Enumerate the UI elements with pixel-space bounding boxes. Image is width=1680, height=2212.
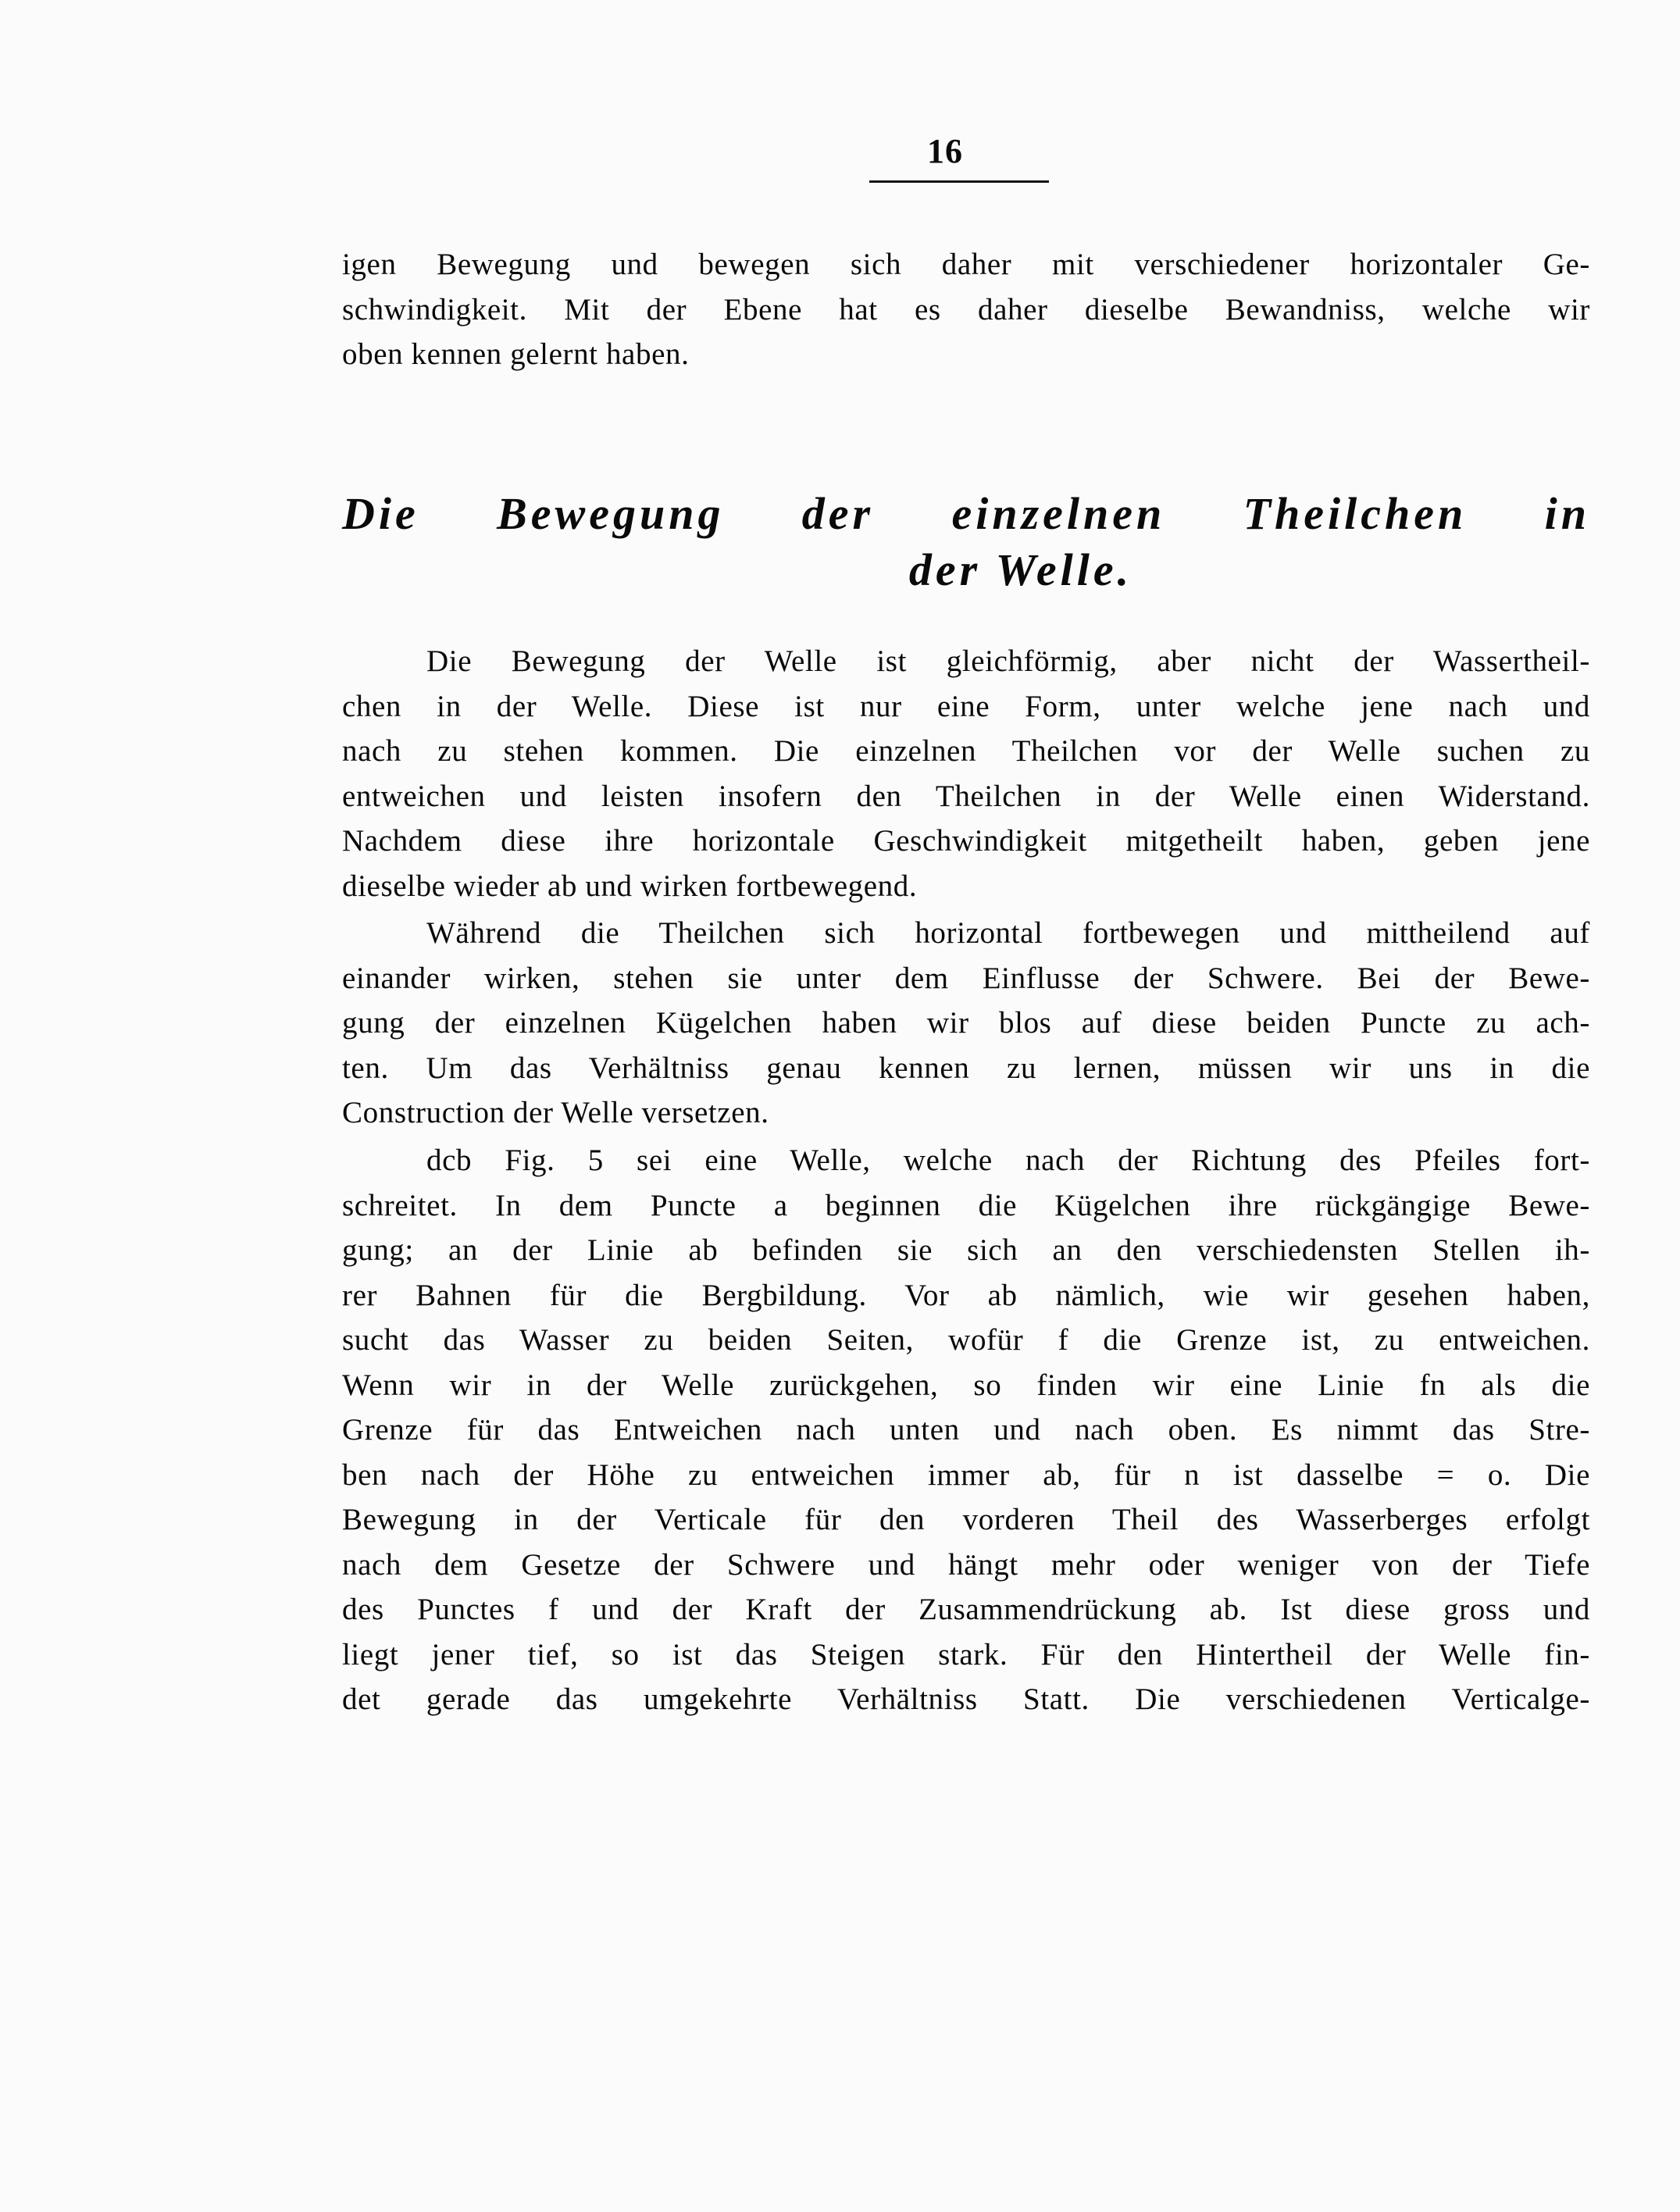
text-line: sucht das Wasser zu beiden Seiten, wofür f die Grenze ist, zu entweichen. [342, 1323, 1590, 1357]
text-line: Grenze für das Entweichen nach unten und nach oben. Es nimmt das Stre- [342, 1413, 1590, 1447]
text-line: ten. Um das Verhältniss genau kennen zu lernen, müssen wir uns in die [342, 1051, 1590, 1085]
text-line: Während die Theilchen sich horizontal fortbewegen und mittheilend auf [426, 916, 1590, 950]
text-line: chen in der Welle. Diese ist nur eine Form, unter welche jene nach und [342, 689, 1590, 723]
text-line: liegt jener tief, so ist das Steigen stark. Für den Hintertheil der Welle fin- [342, 1637, 1590, 1671]
text-line: Bewegung in der Verticale für den vorderen Theil des Wasserberges erfolgt [342, 1503, 1590, 1536]
text-line: Nachdem diese ihre horizontale Geschwindigkeit mitgetheilt haben, geben jene [342, 824, 1590, 858]
text-line: igen Bewegung und bewegen sich daher mit verschiedener horizontaler Ge- [342, 248, 1590, 281]
text-line: det gerade das umgekehrte Verhältniss Statt. Die verschiedenen Verticalge- [342, 1682, 1590, 1716]
paragraph-1 [342, 639, 1590, 908]
text-line: nach zu stehen kommen. Die einzelnen Theilchen vor der Welle suchen zu [342, 734, 1590, 768]
section-heading [342, 486, 1590, 598]
intro-paragraph [342, 242, 1590, 377]
text-line: dieselbe wieder ab und wirken fortbewegend. [342, 869, 918, 903]
text-line: oben kennen gelernt haben. [342, 337, 690, 371]
text-line: schreitet. In dem Puncte a beginnen die Kügelchen ihre rückgängige Bewe- [342, 1188, 1590, 1222]
text-line: schwindigkeit. Mit der Ebene hat es daher dieselbe Bewandniss, welche wir [342, 292, 1590, 326]
heading-line-2: der Welle. [908, 544, 1133, 595]
text-line: des Punctes f und der Kraft der Zusammendrückung ab. Ist diese gross und [342, 1593, 1590, 1626]
paragraph-3 [342, 1138, 1590, 1722]
text-line: nach dem Gesetze der Schwere und hängt mehr oder weniger von der Tiefe [342, 1547, 1590, 1582]
text-line: rer Bahnen für die Bergbildung. Vor ab nämlich, wie wir gesehen haben, [342, 1278, 1590, 1312]
text-line: ben nach der Höhe zu entweichen immer ab, für n ist dasselbe = o. Die [342, 1457, 1590, 1492]
text-line: einander wirken, stehen sie unter dem Einflusse der Schwere. Bei der Bewe- [342, 961, 1590, 995]
header-rule [869, 180, 1049, 183]
heading-line-1: Die Bewegung der einzelnen Theilchen in [342, 488, 1590, 539]
text-line: Wenn wir in der Welle zurückgehen, so finden wir eine Linie fn als die [342, 1368, 1590, 1402]
page-number: 16 [927, 132, 963, 170]
paragraph-2 [342, 911, 1590, 1136]
text-line: entweichen und leisten insofern den Theilchen in der Welle einen Widerstand. [342, 779, 1590, 813]
text-line: gung; an der Linie ab befinden sie sich an den verschiedensten Stellen ih- [342, 1233, 1590, 1267]
text-line: gung der einzelnen Kügelchen haben wir blos auf diese beiden Puncte zu ach- [342, 1006, 1590, 1040]
text-line: Die Bewegung der Welle ist gleichförmig, aber nicht der Wassertheil- [426, 644, 1590, 678]
text-line: Construction der Welle versetzen. [342, 1096, 769, 1129]
text-line: dcb Fig. 5 sei eine Welle, welche nach der Richtung des Pfeiles fort- [426, 1143, 1590, 1177]
